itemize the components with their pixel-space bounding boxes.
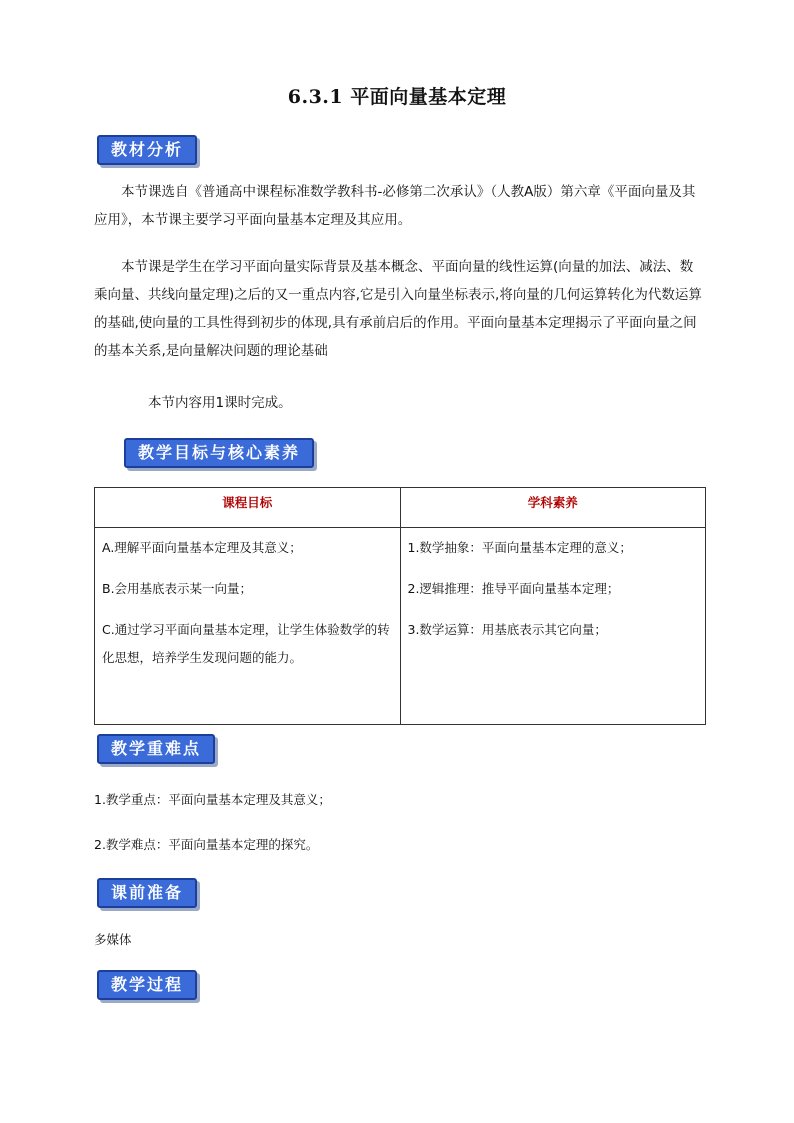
- section-badge-process: 教学过程: [97, 970, 197, 1000]
- analysis-paragraph-1: 本节课选自《普通高中课程标准数学教科书-必修第二次承认》（人教A版）第六章《平面向量及其应用》，本节课主要学习平面向量基本定理及其应用。: [94, 184, 696, 228]
- literacy-item-3: 3.数学运算：用基底表示其它向量；: [407, 622, 607, 637]
- literacy-item-1: 1.数学抽象：平面向量基本定理的意义；: [407, 540, 632, 555]
- table-header-literacy: 学科素养: [400, 488, 706, 528]
- course-goals-cell: [95, 528, 401, 725]
- analysis-paragraph-3: 本节内容用1课时完成。: [148, 395, 292, 411]
- course-goal-c: C.通过学习平面向量基本定理，让学生体验数学的转化思想，培养学生发现问题的能力。: [102, 622, 390, 665]
- course-goal-b: B.会用基底表示某一向量；: [102, 581, 253, 596]
- section-badge-analysis: 教材分析: [97, 135, 197, 165]
- keypoint-2: 2.教学难点：平面向量基本定理的探究。: [94, 837, 319, 852]
- course-goal-a: A.理解平面向量基本定理及其意义；: [102, 540, 302, 555]
- section-badge-goals: 教学目标与核心素养: [124, 438, 314, 468]
- section-badge-keypoints: 教学重难点: [97, 734, 215, 764]
- prep-text: 多媒体: [94, 932, 132, 947]
- section-badge-prep: 课前准备: [97, 878, 197, 908]
- table-header-row: [95, 488, 706, 528]
- page-title: 6.3.1 平面向量基本定理: [287, 86, 507, 108]
- table-header-course-goals: 课程目标: [95, 488, 401, 528]
- literacy-item-2: 2.逻辑推理：推导平面向量基本定理；: [407, 581, 620, 596]
- table-row: [95, 528, 706, 725]
- goals-table: [94, 487, 706, 725]
- analysis-paragraph-2: 本节课是学生在学习平面向量实际背景及基本概念、平面向量的线性运算(向量的加法、减法、数乘向量、共线向量定理)之后的又一重点内容,它是引入向量坐标表示,将向量的几何运算转化为代数运算的基础,使向量的工具性得到初步的体现,具有承前启后的作用。平面向量基本定理揭示了平面向量之间的基本关系,是向量解决问题的理论基础: [94, 259, 702, 359]
- literacy-cell: [400, 528, 706, 725]
- keypoint-1: 1.教学重点：平面向量基本定理及其意义；: [94, 792, 331, 807]
